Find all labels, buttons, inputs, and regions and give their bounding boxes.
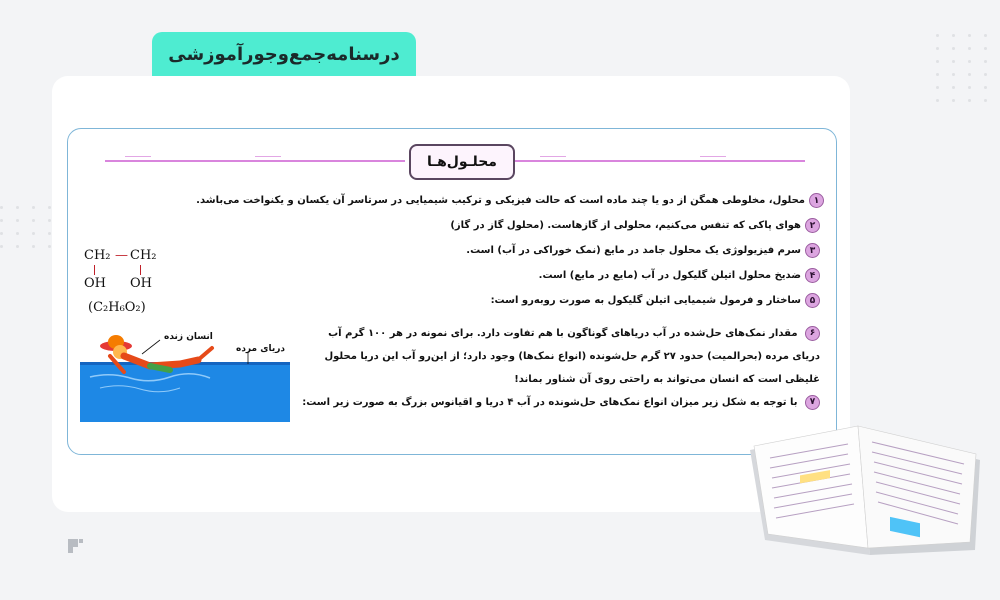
item-number: ۶ [805, 326, 820, 341]
section-title [409, 144, 515, 180]
title-rule-accent [700, 156, 726, 157]
title-rule-accent [255, 156, 281, 157]
label-dead-sea: دریای مرده [236, 344, 286, 354]
list-item [230, 213, 820, 238]
bond-vertical-right [140, 265, 141, 275]
ch2-right: CH₂ [130, 248, 157, 263]
bond-dash: — [115, 248, 128, 263]
book-mockup-image [740, 390, 990, 560]
list-item [230, 238, 820, 263]
item-text: سرم فیزیولوژی یک محلول جامد در مایع (نمک خوراکی در آب) است. [466, 245, 801, 256]
dot-grid-left [0, 206, 54, 248]
item-number: ۷ [805, 395, 820, 410]
list-item [196, 188, 824, 213]
item-text: هوای پاکی که تنفس می‌کنیم، محلولی از گازهاست. (محلول گاز در گاز) [450, 220, 801, 231]
title-rule-accent [125, 156, 151, 157]
dead-sea-illustration [80, 322, 290, 422]
item-text: مقدار نمک‌های حل‌شده در آب دریاهای گوناگون با هم تفاوت دارد. برای نمونه در هر ۱۰۰ گرم آب دریای مرده (بحرالمیت) حدود ۲۷ گرم حل‌شونده (انواع نمک‌ها) وجود دارد؛ از این‌رو آب این دریا محلول غلیظی است که انسان می‌تواند به راحتی روی آن شناور بماند! [324, 328, 820, 385]
title-rule-accent [540, 156, 566, 157]
oh-left: OH [84, 276, 106, 291]
header-tab [152, 32, 416, 76]
dot-grid-right [936, 34, 990, 102]
item-number: ۲ [805, 218, 820, 233]
item-text: ضدیخ محلول اتیلن گلیکول در آب (مایع در مایع) است. [538, 270, 801, 281]
list-item [230, 288, 820, 313]
ch2-left: CH₂ [84, 248, 111, 263]
oh-right: OH [130, 276, 152, 291]
section-title-text: محلـول‌هـا [427, 154, 497, 170]
item-number: ۴ [805, 268, 820, 283]
item-number: ۵ [805, 293, 820, 308]
label-living-person: انسان زنده [164, 332, 213, 342]
header-tab-title: درسنامه‌جمع‌وجورآموزشی [168, 43, 400, 65]
brand-logo [55, 535, 95, 559]
bond-vertical-left [94, 265, 95, 275]
definition-list [196, 188, 820, 313]
molecular-formula: (C₂H₆O₂) [88, 300, 146, 315]
logo-icon [64, 535, 86, 557]
title-rule-left [105, 160, 405, 162]
item-text: ساختار و فرمول شیمیایی اتیلن گلیکول به صورت روبه‌رو است: [490, 295, 801, 306]
item-number: ۳ [805, 243, 820, 258]
item-text: با توجه به شکل زیر میزان انواع نمک‌های حل‌شونده در آب ۴ دریا و اقیانوس بزرگ به صورت زیر است: [302, 397, 798, 408]
item-number: ۱ [809, 193, 824, 208]
list-item [230, 263, 820, 288]
title-rule-right [515, 160, 805, 162]
item-text: محلول، مخلوطی همگن از دو یا چند ماده است که حالت فیزیکی و ترکیب شیمیایی در سرتاسر آن یکسان و یکنواخت می‌باشد. [196, 195, 805, 206]
